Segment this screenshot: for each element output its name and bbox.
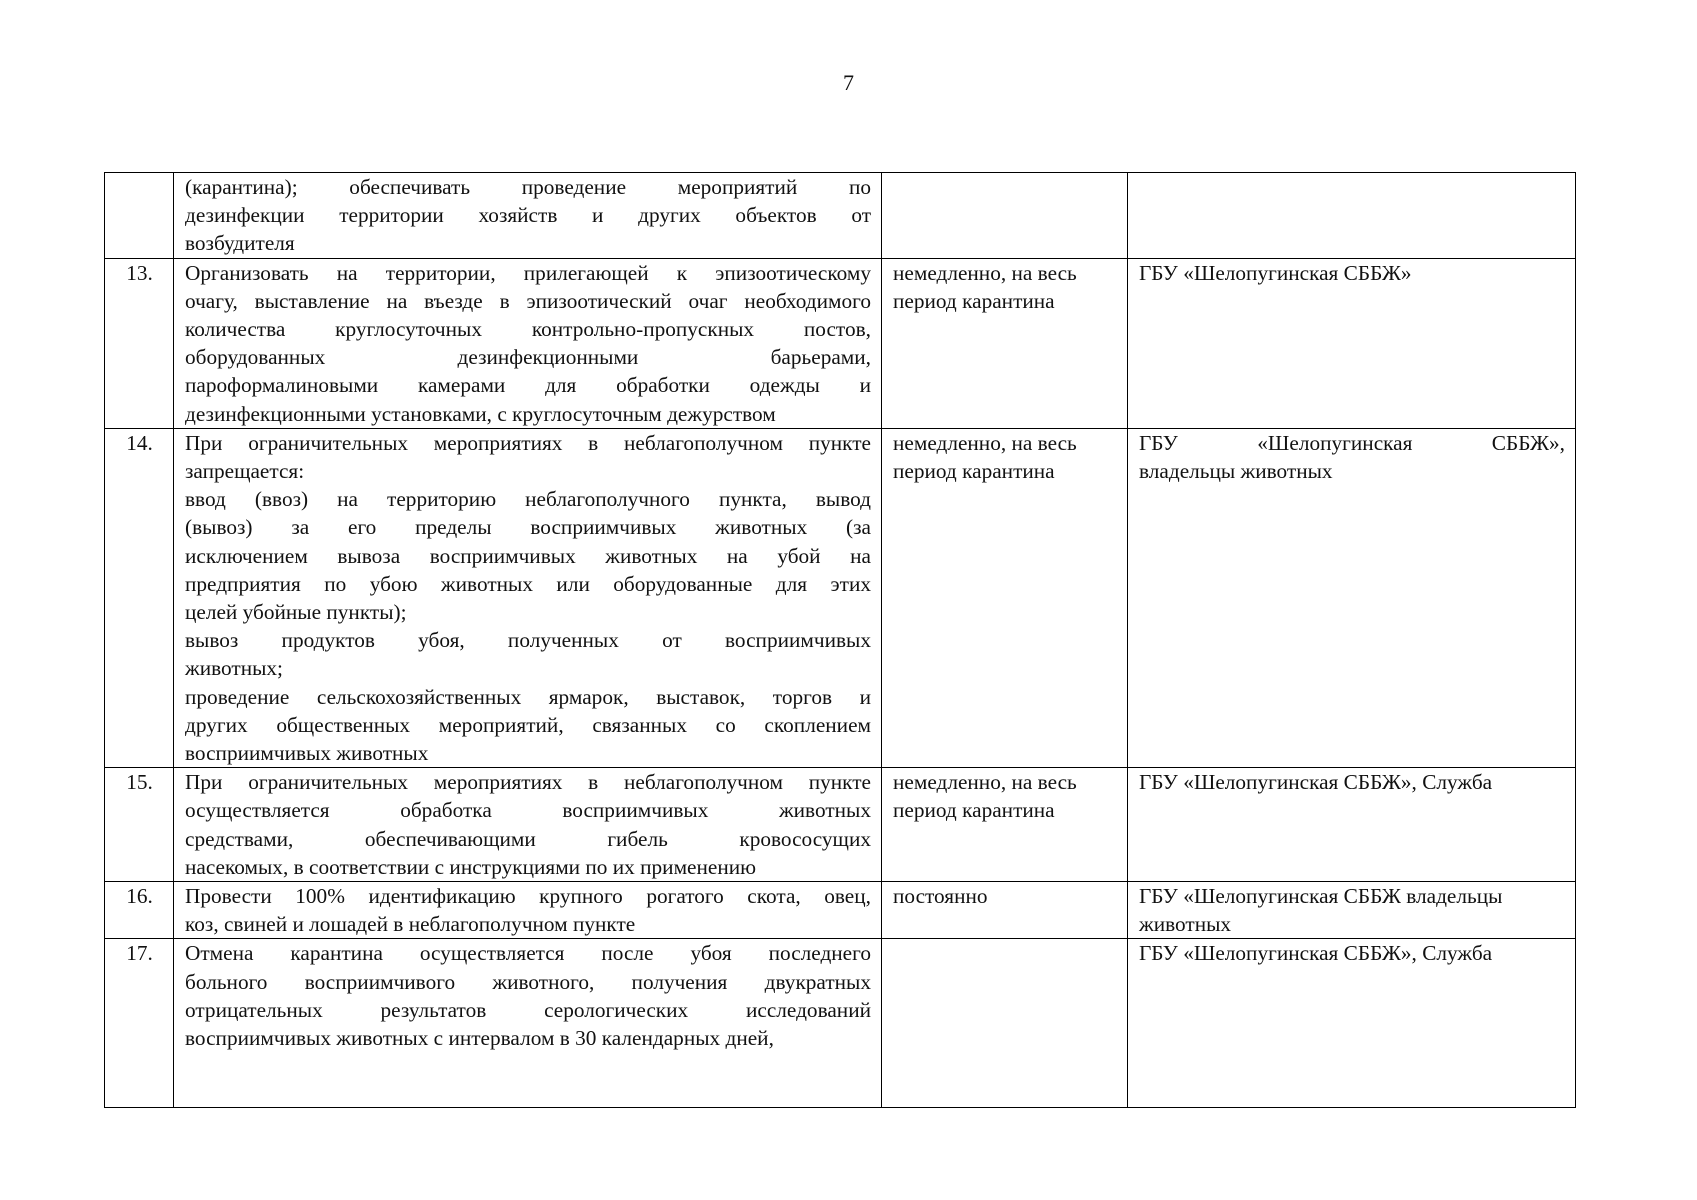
responsible-cell — [1128, 939, 1576, 1108]
term-cell: немедленно, на весь период карантина — [882, 428, 1128, 767]
table-row — [105, 428, 1576, 767]
text-line: целей убойные пункты); — [185, 600, 407, 625]
responsible-line: ГБУ «Шелопугинская СББЖ», — [1139, 430, 1565, 455]
text-line: запрещается: — [185, 459, 305, 484]
measures-table — [104, 172, 1576, 1108]
measure-text — [174, 258, 882, 428]
page-number: 7 — [843, 70, 854, 95]
responsible-line: ГБУ «Шелопугинская СББЖ», Служба — [1139, 770, 1493, 795]
text-line: исключением вывоза восприимчивых животных на убой на — [185, 543, 871, 568]
term-cell: немедленно, на весь период карантина — [882, 768, 1128, 882]
text-line: проведение сельскохозяйственных ярмарок, выставок, торгов и — [185, 684, 871, 709]
row-number: 15. — [105, 768, 174, 882]
row-number — [105, 173, 174, 259]
text-line: (карантина); обеспечивать проведение мероприятий по — [185, 175, 871, 199]
text-line: пароформалиновыми камерами для обработки одежды и — [185, 373, 871, 398]
term-cell: немедленно, на весь период карантина — [882, 258, 1128, 428]
responsible-line: ГБУ «Шелопугинская СББЖ», Служба — [1139, 941, 1493, 966]
table-row — [105, 258, 1576, 428]
text-line: ввод (ввоз) на территорию неблагополучного пункта, вывод — [185, 487, 871, 512]
measure-text — [174, 173, 882, 259]
responsible-cell — [1128, 173, 1576, 259]
text-line: вывоз продуктов убоя, полученных от восприимчивых — [185, 628, 871, 653]
term-cell — [882, 173, 1128, 259]
text-line: коз, свиней и лошадей в неблагополучном пункте — [185, 912, 636, 937]
measure-text — [174, 882, 882, 939]
text-line: больного восприимчивого животного, получения двукратных — [185, 969, 871, 994]
row-number: 16. — [105, 882, 174, 939]
text-line: отрицательных результатов серологических исследований — [185, 997, 871, 1022]
row-number: 13. — [105, 258, 174, 428]
text-line: Провести 100% идентификацию крупного рогатого скота, овец, — [185, 884, 871, 909]
table-row — [105, 173, 1576, 259]
text-line: очагу, выставление на въезде в эпизоотический очаг необходимого — [185, 288, 871, 313]
responsible-cell — [1128, 428, 1576, 767]
table-row — [105, 768, 1576, 882]
measure-text — [174, 428, 882, 767]
text-line: При ограничительных мероприятиях в неблагополучном пункте — [185, 770, 871, 795]
text-line: восприимчивых животных с интервалом в 30 календарных дней, — [185, 1026, 774, 1051]
text-line: дезинфекции территории хозяйств и других объектов от — [185, 203, 871, 228]
row-number: 17. — [105, 939, 174, 1108]
row-number: 14. — [105, 428, 174, 767]
text-line: количества круглосуточных контрольно-пропускных постов, — [185, 317, 871, 342]
text-line: (вывоз) за его пределы восприимчивых животных (за — [185, 515, 871, 540]
text-line: осуществляется обработка восприимчивых животных — [185, 798, 871, 823]
text-line: животных; — [185, 656, 283, 681]
responsible-cell — [1128, 258, 1576, 428]
responsible-cell — [1128, 882, 1576, 939]
responsible-line: животных — [1139, 912, 1232, 937]
responsible-cell — [1128, 768, 1576, 882]
text-line: оборудованных дезинфекционными барьерами, — [185, 345, 871, 370]
measure-text — [174, 939, 882, 1108]
responsible-line: владельцы животных — [1139, 459, 1333, 484]
responsible-line: ГБУ «Шелопугинская СББЖ» — [1139, 260, 1412, 285]
table-row — [105, 939, 1576, 1108]
text-line: предприятия по убою животных или оборудованные для этих — [185, 571, 871, 596]
text-line: Отмена карантина осуществляется после убоя последнего — [185, 941, 871, 966]
text-line: дезинфекционными установками, с круглосуточным дежурством — [185, 401, 776, 426]
text-line: При ограничительных мероприятиях в неблагополучном пункте — [185, 430, 871, 455]
text-line: других общественных мероприятий, связанных со скоплением — [185, 712, 871, 737]
measure-text — [174, 768, 882, 882]
text-line: средствами, обеспечивающими гибель кровососущих — [185, 826, 871, 851]
table-row — [105, 882, 1576, 939]
text-line: восприимчивых животных — [185, 741, 429, 766]
text-line: возбудителя — [185, 231, 295, 256]
text-line: насекомых, в соответствии с инструкциями по их применению — [185, 854, 757, 879]
term-cell: постоянно — [882, 882, 1128, 939]
text-line: Организовать на территории, прилегающей к эпизоотическому — [185, 260, 871, 285]
term-cell — [882, 939, 1128, 1108]
responsible-line: ГБУ «Шелопугинская СББЖ владельцы — [1139, 884, 1503, 909]
